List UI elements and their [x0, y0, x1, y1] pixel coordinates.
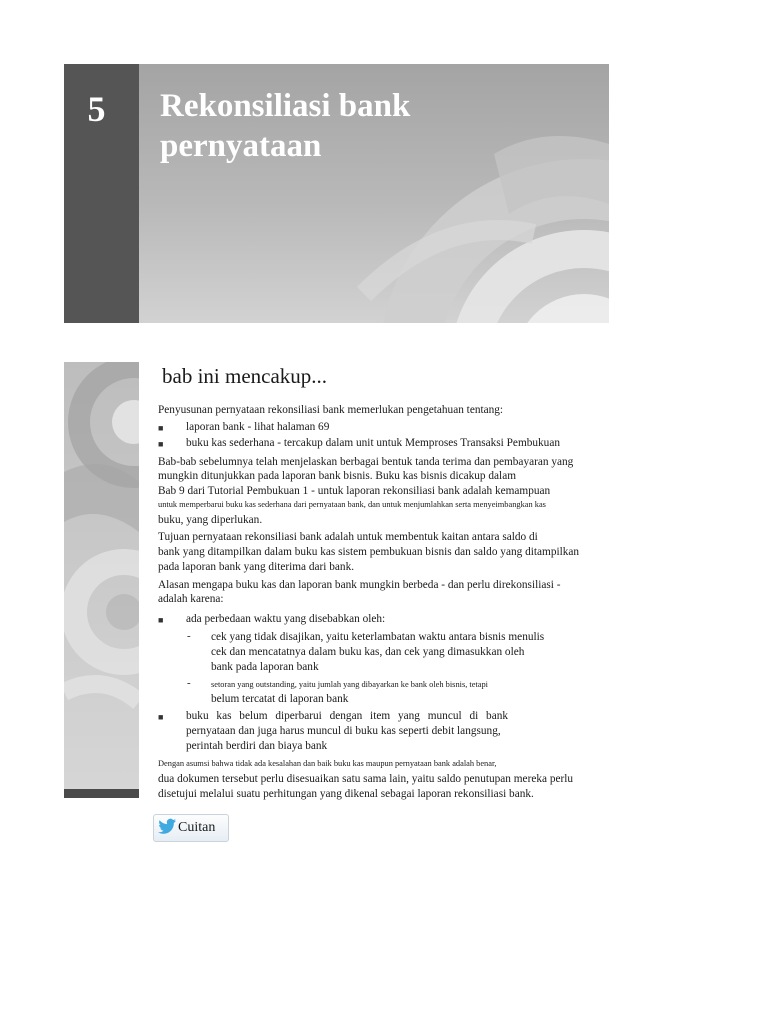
bullet-item: buku kas belum diperbarui dengan item yang muncul di bank: [186, 710, 509, 722]
paragraph-line: Alasan mengapa buku kas dan laporan bank mungkin berbeda - dan perlu direkonsiliasi -: [158, 579, 561, 591]
paragraph-line: untuk memperbarui buku kas sederhana dari pernyataan bank, dan untuk menjumlahkan serta menyeimbangkan kas: [158, 500, 546, 509]
strip-bottom-band: [64, 789, 139, 798]
bullet-item-line: perintah berdiri dan biaya bank: [186, 740, 328, 752]
paragraph-line: Bab 9 dari Tutorial Pembukuan 1 - untuk laporan rekonsiliasi bank adalah kemampuan: [158, 485, 551, 497]
tweet-button[interactable]: [153, 814, 229, 842]
bullet-item: buku kas sederhana - tercakup dalam unit untuk Memproses Transaksi Pembukuan: [186, 437, 560, 449]
bullet-icon: ■: [158, 712, 164, 722]
intro-line: Penyusunan pernyataan rekonsiliasi bank memerlukan pengetahuan tentang:: [158, 404, 504, 416]
sub-item-line: setoran yang outstanding, yaitu jumlah yang dibayarkan ke bank oleh bisnis, tetapi: [211, 680, 489, 689]
paragraph-line: Dengan asumsi bahwa tidak ada kesalahan dan baik buku kas maupun pernyataan bank adalah benar,: [158, 759, 497, 768]
bullet-item: laporan bank - lihat halaman 69: [186, 421, 330, 433]
sub-item-line: cek dan mencatatnya dalam buku kas, dan cek yang dimasukkan oleh: [211, 646, 525, 658]
paragraph-line: bank yang ditampilkan dalam buku kas sistem pembukuan bisnis dan saldo yang ditampilkan: [158, 546, 580, 558]
bullet-icon: ■: [158, 423, 164, 433]
dash-bullet: -: [187, 677, 191, 689]
bullet-item: ada perbedaan waktu yang disebabkan oleh:: [186, 613, 386, 625]
strip-swirl-decoration: [64, 362, 139, 798]
bullet-item-line: pernyataan dan juga harus muncul di buku kas seperti debit langsung,: [186, 725, 501, 737]
dash-bullet: -: [187, 630, 191, 642]
side-decorative-strip: [64, 362, 139, 798]
paragraph-line: buku, yang diperlukan.: [158, 514, 263, 526]
sub-item-line: bank pada laporan bank: [211, 661, 319, 673]
twitter-bird-icon: [157, 818, 177, 834]
tweet-button-label: Cuitan: [178, 820, 216, 835]
chapter-title-line-2: pernyataan: [160, 128, 322, 164]
paragraph-line: pada laporan bank yang diterima dari bank.: [158, 561, 355, 573]
chapter-header-banner: [64, 64, 609, 323]
chapter-number: 5: [87, 89, 106, 129]
sub-item-line: belum tercatat di laporan bank: [211, 693, 349, 705]
paragraph-line: mungkin ditunjukkan pada laporan bank bisnis. Buku kas bisnis dicakup dalam: [158, 470, 516, 482]
sub-item-line: cek yang tidak disajikan, yaitu keterlambatan waktu antara bisnis menulis: [211, 631, 545, 643]
paragraph-line: Bab-bab sebelumnya telah menjelaskan berbagai bentuk tanda terima dan pembayaran yang: [158, 456, 574, 468]
paragraph-line: disetujui melalui suatu perhitungan yang dikenal sebagai laporan rekonsiliasi bank.: [158, 788, 534, 800]
section-heading: bab ini mencakup...: [162, 364, 328, 388]
paragraph-line: dua dokumen tersebut perlu disesuaikan satu sama lain, yaitu saldo penutupan mereka perlu: [158, 773, 574, 785]
paragraph-line: adalah karena:: [158, 593, 224, 605]
chapter-title-line-1: Rekonsiliasi bank: [160, 88, 411, 124]
paragraph-line: Tujuan pernyataan rekonsiliasi bank adalah untuk membentuk kaitan antara saldo di: [158, 531, 538, 543]
bullet-icon: ■: [158, 439, 164, 449]
chapter-title: [160, 86, 580, 166]
bullet-icon: ■: [158, 615, 164, 625]
